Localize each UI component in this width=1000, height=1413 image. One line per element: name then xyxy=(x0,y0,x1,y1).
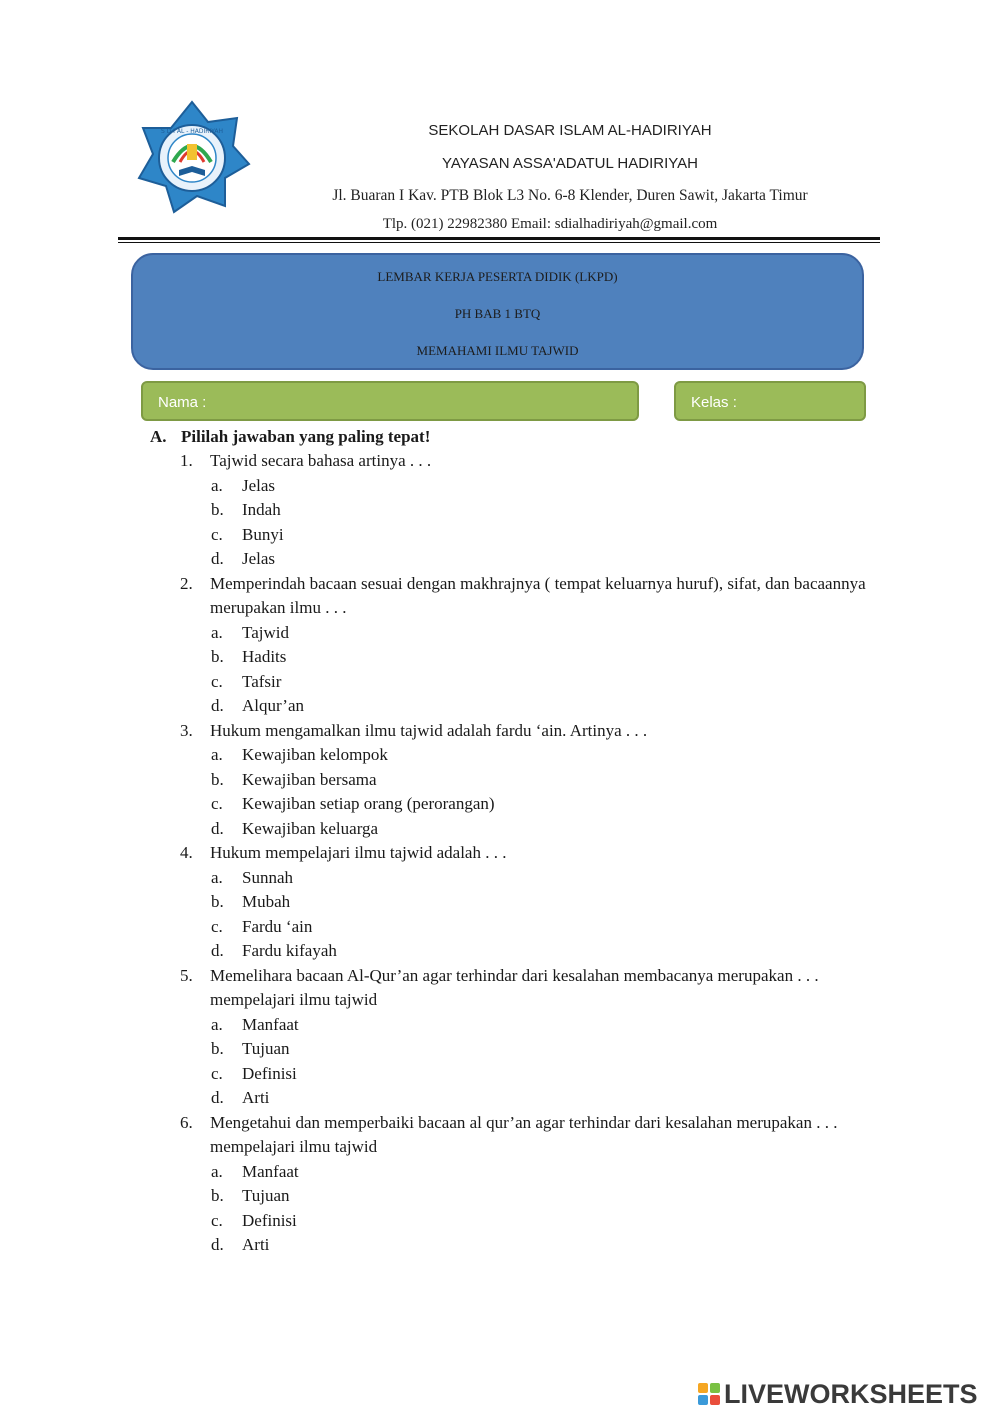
option-text: Kewajiban bersama xyxy=(242,769,377,789)
option-text: Jelas xyxy=(242,475,276,495)
answer-option[interactable] xyxy=(150,1184,890,1209)
option-text: Sunnah xyxy=(242,867,293,887)
answer-option[interactable] xyxy=(150,523,890,548)
option-text: Indah xyxy=(242,500,281,519)
question-list xyxy=(150,449,890,1258)
option-letter: d. xyxy=(211,696,224,715)
question-text: Hukum mengamalkan ilmu tajwid adalah fardu ‘ain. Artinya . . . xyxy=(210,720,648,740)
option-letter: d. xyxy=(211,941,224,960)
worksheet-banner xyxy=(131,253,864,370)
foundation-name: YAYASAN ASSA'ADATUL HADIRIYAH xyxy=(442,155,698,172)
option-letter: b. xyxy=(211,647,224,666)
question-number: 5. xyxy=(180,965,193,985)
option-text: Tujuan xyxy=(242,1039,290,1058)
class-field[interactable] xyxy=(674,381,866,421)
option-text: Hadits xyxy=(242,647,287,666)
option-text: Definisi xyxy=(242,1063,297,1083)
question-number: 4. xyxy=(180,843,193,862)
liveworksheets-watermark xyxy=(698,1378,978,1410)
option-text: Arti xyxy=(242,1235,270,1254)
banner-title: LEMBAR KERJA PESERTA DIDIK (LKPD) xyxy=(377,269,618,284)
name-label: Nama : xyxy=(158,394,207,411)
option-text: Tujuan xyxy=(242,1186,290,1205)
header-rule-thick xyxy=(118,237,880,240)
option-letter: b. xyxy=(211,1039,224,1058)
banner-topic: MEMAHAMI ILMU TAJWID xyxy=(416,343,579,358)
answer-option[interactable] xyxy=(150,817,890,842)
option-text: Definisi xyxy=(242,1210,297,1230)
option-letter: d. xyxy=(211,818,224,838)
option-letter: c. xyxy=(211,524,223,544)
option-letter: c. xyxy=(211,1210,223,1230)
answer-option[interactable] xyxy=(150,866,890,891)
question-number: 6. xyxy=(180,1112,193,1132)
answer-option[interactable] xyxy=(150,1160,890,1185)
name-field[interactable] xyxy=(141,381,639,421)
option-letter: c. xyxy=(211,1063,223,1083)
section-label: A. xyxy=(150,427,167,446)
answer-option[interactable] xyxy=(150,1233,890,1258)
school-logo xyxy=(133,100,251,214)
answer-option[interactable] xyxy=(150,1209,890,1234)
option-text: Bunyi xyxy=(242,524,284,544)
option-text: Tajwid xyxy=(242,622,289,642)
section-heading xyxy=(150,425,890,449)
header-rule-thin xyxy=(118,242,880,243)
question-text: Memperindah bacaan sesuai dengan makhrajnya ( tempat keluarnya huruf), sifat, dan bacaannya merupakan ilmu . . . xyxy=(210,573,866,617)
question-5 xyxy=(150,964,890,1013)
question-number: 1. xyxy=(180,451,193,470)
watermark-text: LIVEWORKSHEETS xyxy=(724,1378,978,1409)
option-text: Manfaat xyxy=(242,1161,299,1181)
option-text: Kewajiban setiap orang (perorangan) xyxy=(242,794,495,813)
class-label: Kelas : xyxy=(691,394,737,411)
option-text: Tafsir xyxy=(242,671,282,691)
answer-option[interactable] xyxy=(150,890,890,915)
question-number: 3. xyxy=(180,720,193,740)
question-2 xyxy=(150,572,890,621)
answer-option[interactable] xyxy=(150,670,890,695)
school-name: SEKOLAH DASAR ISLAM AL-HADIRIYAH xyxy=(428,122,712,139)
question-text: Hukum mempelajari ilmu tajwid adalah . . . xyxy=(210,843,507,862)
question-6 xyxy=(150,1111,890,1160)
option-text: Fardu ‘ain xyxy=(242,916,313,936)
answer-option[interactable] xyxy=(150,621,890,646)
question-text: Memelihara bacaan Al-Qur’an agar terhindar dari kesalahan membacanya merupakan . . . mempelajari ilmu tajwid xyxy=(210,965,819,1009)
option-letter: a. xyxy=(211,867,223,887)
question-text: Tajwid secara bahasa artinya . . . xyxy=(210,451,432,470)
answer-option[interactable] xyxy=(150,547,890,572)
question-1 xyxy=(150,449,890,474)
option-text: Arti xyxy=(242,1088,270,1107)
school-contact: Tlp. (021) 22982380 Email: sdialhadiriyah@gmail.com xyxy=(382,216,718,232)
option-text: Kewajiban keluarga xyxy=(242,818,379,838)
banner-subject: PH BAB 1 BTQ xyxy=(454,306,541,321)
answer-option[interactable] xyxy=(150,645,890,670)
question-3 xyxy=(150,719,890,744)
school-address: Jl. Buaran I Kav. PTB Blok L3 No. 6-8 Klender, Duren Sawit, Jakarta Timur xyxy=(332,187,808,204)
answer-option[interactable] xyxy=(150,1037,890,1062)
option-text: Manfaat xyxy=(242,1014,299,1034)
question-section xyxy=(150,425,890,1258)
option-text: Kewajiban kelompok xyxy=(242,745,388,764)
question-number: 2. xyxy=(180,573,193,593)
liveworksheets-logo-icon xyxy=(698,1383,720,1405)
option-text: Fardu kifayah xyxy=(242,941,337,960)
question-4 xyxy=(150,841,890,866)
answer-option[interactable] xyxy=(150,474,890,499)
option-letter: b. xyxy=(211,769,224,789)
option-letter: c. xyxy=(211,794,223,813)
option-letter: a. xyxy=(211,1161,223,1181)
option-letter: c. xyxy=(211,671,223,691)
option-letter: a. xyxy=(211,745,223,764)
option-text: Alqur’an xyxy=(242,696,304,715)
answer-option[interactable] xyxy=(150,792,890,817)
option-letter: a. xyxy=(211,1014,223,1034)
answer-option[interactable] xyxy=(150,1086,890,1111)
option-letter: d. xyxy=(211,1235,224,1254)
option-letter: b. xyxy=(211,1186,224,1205)
option-letter: c. xyxy=(211,916,223,936)
option-letter: a. xyxy=(211,475,223,495)
option-letter: a. xyxy=(211,622,223,642)
logo-text: S D I AL - HADIRIYAH xyxy=(160,128,224,135)
answer-option[interactable] xyxy=(150,743,890,768)
option-letter: b. xyxy=(211,500,224,519)
answer-option[interactable] xyxy=(150,1062,890,1087)
answer-option[interactable] xyxy=(150,694,890,719)
option-text: Mubah xyxy=(242,892,291,911)
answer-option[interactable] xyxy=(150,498,890,523)
option-text: Jelas xyxy=(242,549,276,568)
question-text: Mengetahui dan memperbaiki bacaan al qur’an agar terhindar dari kesalahan merupakan . . . mempelajari ilmu tajwid xyxy=(210,1112,838,1156)
section-title: Pililah jawaban yang paling tepat! xyxy=(181,427,431,446)
option-letter: b. xyxy=(211,892,224,911)
answer-option[interactable] xyxy=(150,1013,890,1038)
answer-option[interactable] xyxy=(150,915,890,940)
answer-option[interactable] xyxy=(150,939,890,964)
answer-option[interactable] xyxy=(150,768,890,793)
option-letter: d. xyxy=(211,1088,224,1107)
option-letter: d. xyxy=(211,549,224,568)
